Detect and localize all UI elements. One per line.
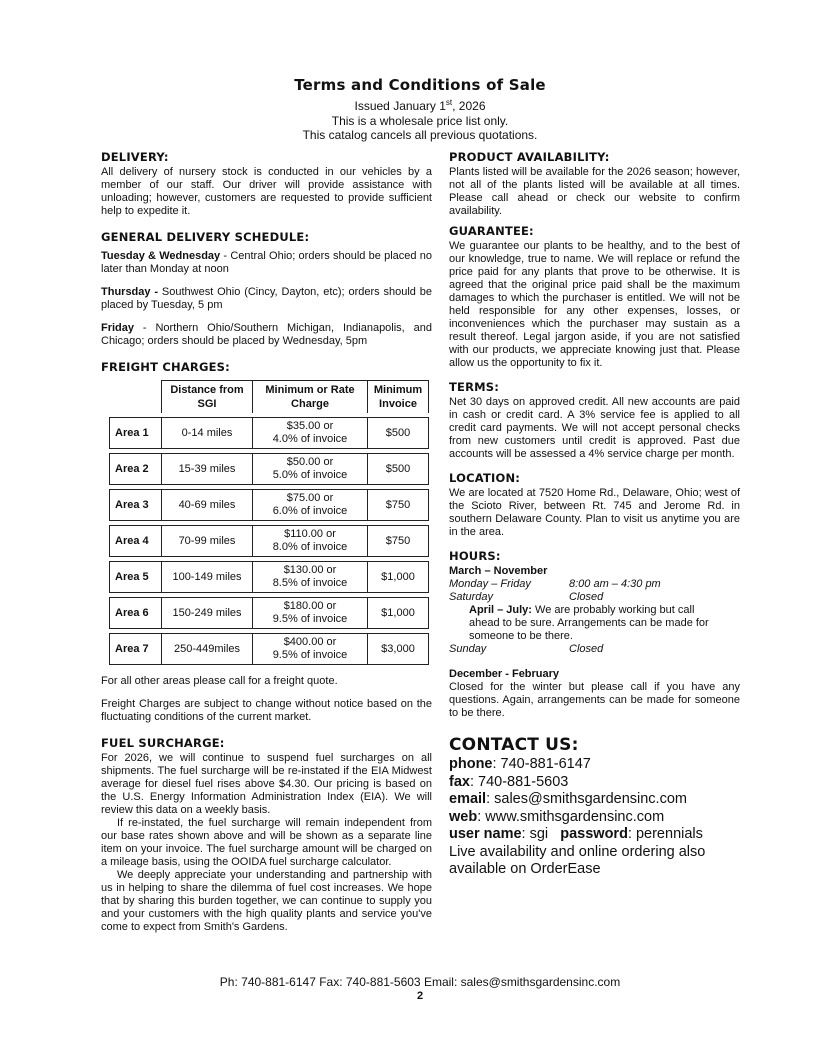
fuel-section [101,736,432,934]
guarantee-section [449,224,740,370]
freight-rate [252,597,367,629]
freight-rate-amount: $35.00 or [286,420,334,432]
freight-note-2: Freight Charges are subject to change without notice based on the fluctuating conditions of the current market. [101,698,432,723]
freight-area: Area 6 [109,597,161,629]
contact-web: web: www.smithsgardensinc.com [449,808,665,825]
hours-day: Saturday [449,591,494,603]
delivery-heading: DELIVERY: [101,150,169,164]
location-heading: LOCATION: [449,471,521,485]
freight-minimum: $500 [367,453,429,485]
freight-minimum: $750 [367,489,429,521]
schedule-section [101,230,432,348]
fuel-heading: FUEL SURCHARGE: [101,736,225,750]
freight-rate-percent: 9.5% of invoice [272,649,348,661]
hours-day: Monday – Friday [449,578,531,590]
footer-contact: Ph: 740-881-6147 Fax: 740-881-5603 Email: sales@smithsgardensinc.com [219,975,621,989]
freight-distance: 70-99 miles [161,525,252,557]
page-number: 2 [416,990,424,1002]
availability-text: Plants listed will be available for the 2026 season; however, not all of the plants listed will be available at all times. Please call ahead or check our website to confirm availability. [449,166,740,217]
freight-distance: 40-69 miles [161,489,252,521]
contact-fax: fax: 740-881-5603 [449,773,569,790]
contact-email: email: sales@smithsgardensinc.com [449,791,687,807]
freight-area: Area 7 [109,633,161,665]
freight-rate-amount: $130.00 or [283,564,337,576]
freight-row [109,489,429,521]
left-column [101,150,432,934]
contact-heading: CONTACT US: [449,735,579,755]
availability-heading: PRODUCT AVAILABILITY: [449,150,610,164]
freight-row [109,453,429,485]
contact-phone: phone: 740-881-6147 [449,756,591,772]
freight-rate-percent: 8.5% of invoice [272,577,348,589]
freight-rate [252,525,367,557]
col-minimum: Minimum Invoice [367,380,429,413]
freight-minimum: $1,000 [367,597,429,629]
fuel-paragraph: If re-instated, the fuel surcharge will remain independent from our base rates shown above and will be shown as a separate line item on your invoice. The fuel surcharge amount will be charged on a mileage basis, using the OOIDA fuel surcharge calculator. [101,817,432,868]
freight-minimum: $3,000 [367,633,429,665]
freight-table [109,376,429,669]
catalog-note: This catalog cancels all previous quotations. [302,128,538,142]
freight-note-1: For all other areas please call for a freight quote. [101,675,338,687]
april-july-note: April – July: We are probably working but call ahead to be sure. Arrangements can be made for someone to be there. [469,604,709,642]
hours-heading: HOURS: [449,549,501,563]
freight-rate-percent: 9.5% of invoice [272,613,348,625]
freight-area: Area 3 [109,489,161,521]
freight-rate [252,633,367,665]
hours-section [449,549,740,720]
freight-rate [252,561,367,593]
freight-row [109,561,429,593]
freight-section [101,360,432,724]
freight-rate [252,417,367,449]
freight-corner [109,380,161,413]
freight-distance: 150-249 miles [161,597,252,629]
delivery-section [101,150,432,218]
terms-text: Net 30 days on approved credit. All new accounts are paid in cash or credit card. A 3% service fee is applied to all credit card payments. We will not accept personal checks from new customers until credit is approved. Past due accounts will be assessed a 4% service charge per month. [449,396,740,460]
freight-row [109,633,429,665]
hours-season: December - February [449,668,560,680]
page-title: Terms and Conditions of Sale [294,76,546,94]
right-column [449,150,740,879]
location-text: We are located at 7520 Home Rd., Delaware, Ohio; west of the Scioto River, between Rt. 745 and Jerome Rd. in southern Delaware County. Plan to visit us anytime you are in the area. [449,487,740,538]
terms-section [449,380,740,461]
delivery-text: All delivery of nursery stock is conducted in our vehicles by a member of our staff. Our driver will provide assistance with unloading; however, customers are requested to provide sufficient help to expedite it. [101,166,432,217]
freight-minimum: $750 [367,525,429,557]
contact-section [449,734,740,879]
col-rate: Minimum or Rate Charge [252,380,367,413]
freight-area: Area 4 [109,525,161,557]
freight-header-row [109,380,429,413]
freight-rate-percent: 8.0% of invoice [272,541,348,553]
hours-row [449,578,740,591]
terms-heading: TERMS: [449,380,500,394]
freight-minimum: $500 [367,417,429,449]
freight-row [109,417,429,449]
freight-area: Area 2 [109,453,161,485]
hours-time: 8:00 am – 4:30 pm [569,578,661,590]
location-section [449,471,740,539]
freight-rate-percent: 4.0% of invoice [272,433,348,445]
winter-text: Closed for the winter but please call if you have any questions. Again, arrangements can be made for someone to be there. [449,681,740,719]
freight-rate-percent: 5.0% of invoice [272,469,348,481]
freight-row [109,525,429,557]
fuel-paragraph: We deeply appreciate your understanding and partnership with us in helping to share the dilemma of fuel cost increases. We hope that by sharing this burden together, we can continue to supply you and your customers with the high quality plants and service you've come to expect from Smith's Gardens. [101,869,432,933]
freight-heading: FREIGHT CHARGES: [101,360,230,374]
issued-date: Issued January 1st, 2026 [354,98,486,113]
freight-distance: 0-14 miles [161,417,252,449]
freight-distance: 250-449miles [161,633,252,665]
schedule-item: Tuesday & Wednesday - Central Ohio; orders should be placed no later than Monday at noon [101,250,432,275]
hours-row [449,643,740,656]
hours-row [449,591,740,604]
availability-section [449,150,740,218]
freight-rate [252,453,367,485]
freight-rate-amount: $75.00 or [286,492,334,504]
schedule-heading: GENERAL DELIVERY SCHEDULE: [101,230,310,244]
contact-note: Live availability and online ordering also available on OrderEase [449,843,706,877]
guarantee-heading: GUARANTEE: [449,224,534,238]
fuel-paragraph: For 2026, we will continue to suspend fuel surcharges on all shipments. The fuel surcharge will be re-instated if the EIA Midwest average for diesel fuel rises above $4.30. Our pricing is based on the U.S. Energy Information Administration Index (EIA). We will review this data on a weekly basis. [101,752,432,816]
wholesale-note: This is a wholesale price list only. [331,113,509,128]
freight-rate-percent: 6.0% of invoice [272,505,348,517]
freight-rate-amount: $50.00 or [286,456,334,468]
freight-minimum: $1,000 [367,561,429,593]
page-footer [120,975,720,1003]
schedule-item: Thursday - Southwest Ohio (Cincy, Dayton, etc); orders should be placed by Tuesday, 5 pm [101,286,432,311]
hours-time: Closed [569,591,604,603]
hours-season: March – November [449,565,548,577]
freight-distance: 15-39 miles [161,453,252,485]
freight-area: Area 5 [109,561,161,593]
freight-rate-amount: $110.00 or [284,528,336,540]
freight-rate-amount: $400.00 or [283,636,337,648]
page-header [200,76,640,143]
schedule-item: Friday - Northern Ohio/Southern Michigan, Indianapolis, and Chicago; orders should be placed by Wednesday, 5pm [101,322,432,347]
guarantee-text: We guarantee our plants to be healthy, and to the best of our knowledge, true to name. We will replace or refund the price paid for any plants that prove to be otherwise. It is agreed that the original price paid shall be the maximum damages to which the purchaser is entitled. We will not be held responsible for any other expenses, losses, or inconveniences which the purchaser may sustain as a result thereof. Legal jargon aside, if you are not satisfied with our products, we appreciate knowing just that. Please allow us the opportunity to fix it. [449,240,740,369]
hours-time: Closed [569,643,604,655]
col-distance: Distance from SGI [161,380,252,413]
contact-login: user name: sgi password: perennials [449,826,703,842]
freight-row [109,597,429,629]
freight-distance: 100-149 miles [161,561,252,593]
freight-area: Area 1 [109,417,161,449]
hours-day: Sunday [449,643,487,655]
freight-rate [252,489,367,521]
freight-rate-amount: $180.00 or [283,600,337,612]
